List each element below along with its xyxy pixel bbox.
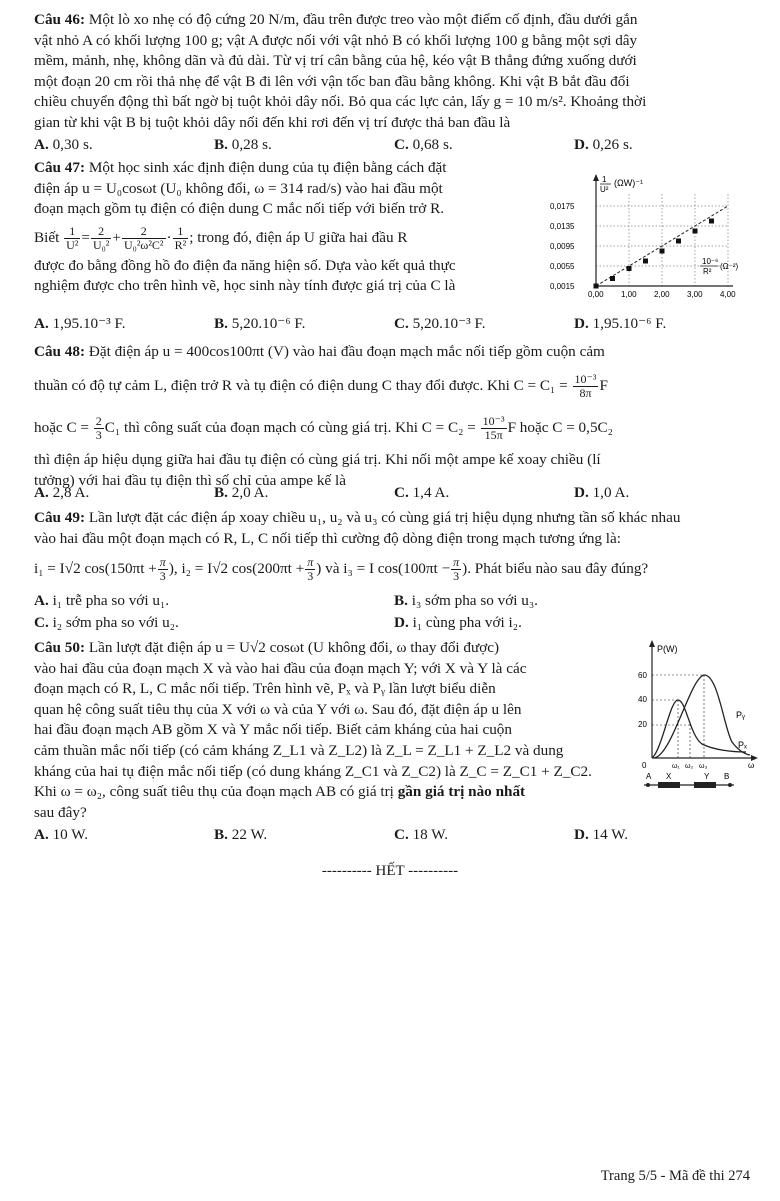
q46-option-b[interactable]: B. 0,28 s.	[214, 136, 272, 153]
q48-option-a[interactable]: A. 2,8 A.	[34, 484, 90, 501]
q50-ytick: 60	[638, 671, 647, 680]
q50-line: Khi ω = ω₂, công suất tiêu thụ của đoạn mạch AB có giá trị gần giá trị nào nhất	[34, 783, 526, 801]
formula-frac: $\frac{2}{\text{U₀²ω²C²}}$	[123, 223, 164, 252]
q50-circuit-y: Y	[704, 772, 710, 781]
q47-option-d[interactable]: D. 1,95.10⁻⁶ F.	[574, 315, 667, 332]
q50-label-px: Pₓ	[738, 740, 747, 750]
q47-ytick: 0,0055	[550, 262, 575, 271]
q50-xtick: ω₂	[685, 763, 694, 770]
q50-box-x	[658, 782, 680, 788]
q50-ylabel: P(W)	[657, 644, 678, 654]
q50-option-a[interactable]: A. 10 W.	[34, 826, 89, 843]
q47-line: điện áp u = U₀cosωt (U₀ không đổi, ω = 314 rad/s) vào hai đầu một	[34, 179, 443, 197]
q50-origin: 0	[642, 761, 647, 770]
q47-line: Một học sinh xác định điện dung của tụ điện bằng cách đặt	[88, 159, 447, 176]
q49-option-c[interactable]: C. i₂ sớm pha so với u₂.	[34, 614, 179, 631]
q49-options-row1	[34, 592, 746, 613]
q46-line: vật nhỏ A có khối lượng 100 g; vật A được nối với vật nhỏ B có khối lượng 100 g bằng một sợi dây	[34, 31, 638, 49]
q48-options	[34, 484, 746, 505]
fraction: $\frac{\text{10⁻³}}{8\pi}$	[574, 372, 597, 401]
q46-line: Một lò xo nhẹ có độ cứng 20 N/m, đầu trên được treo vào một điểm cố định, đầu dưới gắn	[88, 11, 638, 28]
q50-line: quan hệ công suất tiêu thụ của X với ω và của Y với ω. Sau đó, đặt điện áp u lên	[34, 700, 522, 718]
question-47	[34, 158, 544, 297]
q47-xlabel-unit: (Ω⁻²)	[720, 262, 739, 271]
question-50	[34, 638, 634, 823]
q48-line: thuần có độ tự cảm L, điện trở R và tụ điện có điện dung C thay đổi được. Khi C = C₁ = $\frac{\text{10⁻³}}{8\pi}$ F	[34, 372, 608, 401]
q47-data-point	[643, 259, 648, 264]
q48-option-c[interactable]: C. 1,4 A.	[394, 484, 450, 501]
q48-line: tưởng) với hai đầu tụ điện thì số chỉ của ampe kế là	[34, 471, 346, 489]
q46-line: gian từ khi vật B bị tuột khỏi dây nối đến khi rơi đến vị trí được thả ban đầu là	[34, 113, 511, 131]
q47-data-point	[594, 284, 599, 289]
q49-option-a[interactable]: A. i₁ trễ pha so với u₁.	[34, 592, 170, 609]
q47-ytick: 0,0095	[550, 242, 575, 251]
q50-xaxis-label: ω	[748, 761, 755, 770]
q47-data-point	[693, 229, 698, 234]
q50-options	[34, 826, 746, 847]
q47-xtick: 2,00	[654, 290, 670, 299]
q47-xtick: 1,00	[621, 290, 637, 299]
q47-xtick: 3,00	[687, 290, 703, 299]
question-46-label: Câu 46:	[34, 11, 86, 28]
q47-graph	[548, 168, 748, 308]
q47-ylabel-unit: (ΩW)⁻¹	[614, 178, 643, 188]
q50-ytick: 40	[638, 695, 647, 704]
q47-line: đoạn mạch gồm tụ điện có điện dung C mắc nối tiếp với biến trở R.	[34, 200, 445, 218]
q47-xtick: 0,00	[588, 290, 604, 299]
q50-option-b[interactable]: B. 22 W.	[214, 826, 268, 843]
q48-line: hoặc C = $\frac{2}{3}$ C₁ thì công suất của đoạn mạch có cùng giá trị. Khi C = C₂ = $\frac{\text{10⁻³}}{15\pi}$ F hoặc C = 0,5C₂	[34, 414, 613, 443]
q50-line: kháng của hai tụ điện mắc nối tiếp (có dung kháng Z_C1 và Z_C2) là Z_C = Z_C1 + Z_C2.	[34, 762, 592, 780]
q46-option-d[interactable]: D. 0,26 s.	[574, 136, 633, 153]
fraction: $\frac{\pi}{3}$	[159, 555, 166, 584]
q50-option-d[interactable]: D. 14 W.	[574, 826, 629, 843]
q50-xtick: ω₃	[699, 763, 708, 770]
q50-circuit-x: X	[666, 772, 672, 781]
q50-line: Lần lượt đặt điện áp u = U√2 cosωt (U không đổi, ω thay đổi được)	[88, 639, 500, 656]
question-48-label: Câu 48:	[34, 343, 86, 360]
q50-line: đoạn mạch có R, L, C mắc nối tiếp. Trên hình vẽ, Pₓ và Pᵧ lần lượt biểu diễn	[34, 680, 496, 698]
q49-option-d[interactable]: D. i₁ cùng pha với i₂.	[394, 614, 522, 631]
q49-currents-line: i₁ = I√2 cos(150πt + $\frac{\pi}{3}$ ), i₂ = I√2 cos(200πt + $\frac{\pi}{3}$ ) và i₃ = I cos(100πt − $\frac{\pi}{3}$ ). Phát biểu nào sau đây đúng?	[34, 555, 649, 584]
q47-data-point	[660, 249, 665, 254]
q48-line: Đặt điện áp u = 400cos100πt (V) vào hai đầu đoạn mạch mắc nối tiếp gồm cuộn cảm	[88, 343, 605, 360]
q50-terminal-a	[646, 783, 650, 787]
q50-box-y	[694, 782, 716, 788]
q47-ytick: 0,0175	[550, 202, 575, 211]
q47-data-point	[610, 276, 615, 281]
q46-options	[34, 136, 746, 157]
q50-line: sau đây?	[34, 803, 87, 821]
question-48	[34, 338, 746, 491]
q47-ylabel-den: U²	[600, 185, 609, 194]
q47-ticks	[550, 202, 736, 299]
q49-options-row2	[34, 614, 746, 635]
q47-xtick: 4,00	[720, 290, 736, 299]
formula-frac: $\frac{2}{\text{U₀²}}$	[92, 223, 110, 252]
end-marker: ---------- HẾT ----------	[321, 863, 459, 879]
q50-line: hai đầu đoạn mạch AB gồm X và Y mắc nối tiếp. Biết cảm kháng của hai cuộn	[34, 721, 512, 739]
question-49-label: Câu 49:	[34, 509, 86, 526]
q50-terminal-b	[728, 783, 732, 787]
q50-circuit-b: B	[724, 772, 730, 781]
formula-frac: $\frac{1}{\text{U²}}$	[66, 223, 79, 252]
q47-option-c[interactable]: C. 5,20.10⁻³ F.	[394, 315, 486, 332]
q46-line: một đoạn 20 cm rồi thả nhẹ để vật B đi lên với vận tốc ban đầu bằng không. Khi vật B bắt đầu đổi	[34, 72, 630, 90]
q47-xlabel-num: 10⁻⁶	[702, 257, 719, 266]
q47-ytick: 0,0015	[550, 282, 575, 291]
q50-option-c[interactable]: C. 18 W.	[394, 826, 449, 843]
q46-line: chiều chuyển động thì bất ngờ bị tuột khỏi dây nối. Bỏ qua các lực cản, lấy g = 10 m/s². Khoảng thời	[34, 93, 647, 111]
formula-frac: $\frac{1}{\text{R²}}$	[174, 223, 187, 252]
arrow-up-icon	[649, 640, 655, 647]
q46-option-c[interactable]: C. 0,68 s.	[394, 136, 453, 153]
q49-option-b[interactable]: B. i₃ sớm pha so với u₃.	[394, 592, 538, 609]
q50-curve-px	[652, 700, 746, 758]
q48-line: thì điện áp hiệu dụng giữa hai đầu tụ điện có cùng giá trị. Khi nối một ampe kế xoay chiều (lí	[34, 451, 601, 468]
question-49	[34, 508, 746, 589]
q50-line: cảm thuần mắc nối tiếp (có cảm kháng Z_L1 và Z_L2) là Z_L = Z_L1 + Z_L2 và dung	[34, 741, 564, 759]
q47-data-point	[676, 239, 681, 244]
q48-option-b[interactable]: B. 2,0 A.	[214, 484, 269, 501]
q50-circuit-a: A	[646, 772, 652, 781]
q50-label-py: Pᵧ	[736, 710, 745, 720]
q47-data-point	[627, 266, 632, 271]
q48-option-d[interactable]: D. 1,0 A.	[574, 484, 630, 501]
q46-option-a[interactable]: A. 0,30 s.	[34, 136, 93, 153]
question-46	[34, 10, 746, 134]
question-50-label: Câu 50:	[34, 639, 86, 656]
q47-data	[594, 206, 729, 289]
q47-formula-line: Biết $\frac{1}{\text{U²}}$ = $\frac{2}{\text{U₀²}}$ + $\frac{2}{\text{U₀²ω²C²}}$ · $\frac{1}{\text{R²}}$ ; trong đó, điện áp U giữa hai đầu R	[34, 223, 408, 252]
q47-line: được đo bằng đồng hồ đo điện đa năng hiện số. Dựa vào kết quả thực	[34, 256, 456, 274]
q50-line: vào hai đầu của đoạn mạch X và vào hai đầu của đoạn mạch Y; với X và Y là các	[34, 659, 527, 677]
q47-option-a[interactable]: A. 1,95.10⁻³ F.	[34, 315, 126, 332]
q47-ylabel-num: 1	[602, 175, 607, 184]
q47-xlabel-den: R²	[703, 267, 712, 276]
q46-line: mềm, mảnh, nhẹ, không dãn và đủ dài. Từ vị trí cân bằng của hệ, kéo vật B thẳng đứng xuống dưới	[34, 52, 637, 70]
q50-xtick: ω₁	[672, 763, 680, 770]
q47-line: nghiệm được cho trên hình vẽ, học sinh này tính được giá trị của C là	[34, 277, 456, 295]
fraction: $\frac{\text{10⁻³}}{15\pi}$	[482, 414, 505, 443]
q50-ytick: 20	[638, 720, 647, 729]
q47-ytick: 0,0135	[550, 222, 575, 231]
fraction: $\frac{\pi}{3}$	[307, 555, 314, 584]
fraction: $\frac{2}{3}$	[95, 414, 102, 443]
q50-graph	[632, 638, 762, 788]
q47-option-b[interactable]: B. 5,20.10⁻⁶ F.	[214, 315, 306, 332]
q50-emphasis: gần giá trị nào nhất	[397, 783, 526, 801]
fraction: $\frac{\pi}{3}$	[453, 555, 460, 584]
q49-line: vào hai đầu một đoạn mạch có R, L, C nối tiếp thì cường độ dòng điện trong mạch tương ứng là:	[34, 529, 621, 547]
q47-options	[34, 314, 746, 335]
question-47-label: Câu 47:	[34, 159, 86, 176]
page-footer: Trang 5/5 - Mã đề thi 274	[600, 1168, 750, 1184]
arrow-up-icon	[593, 174, 599, 181]
q49-line: Lần lượt đặt các điện áp xoay chiều u₁, u₂ và u₃ có cùng giá trị hiệu dụng nhưng tần số khác nhau	[88, 509, 681, 526]
q47-data-point	[709, 219, 714, 224]
